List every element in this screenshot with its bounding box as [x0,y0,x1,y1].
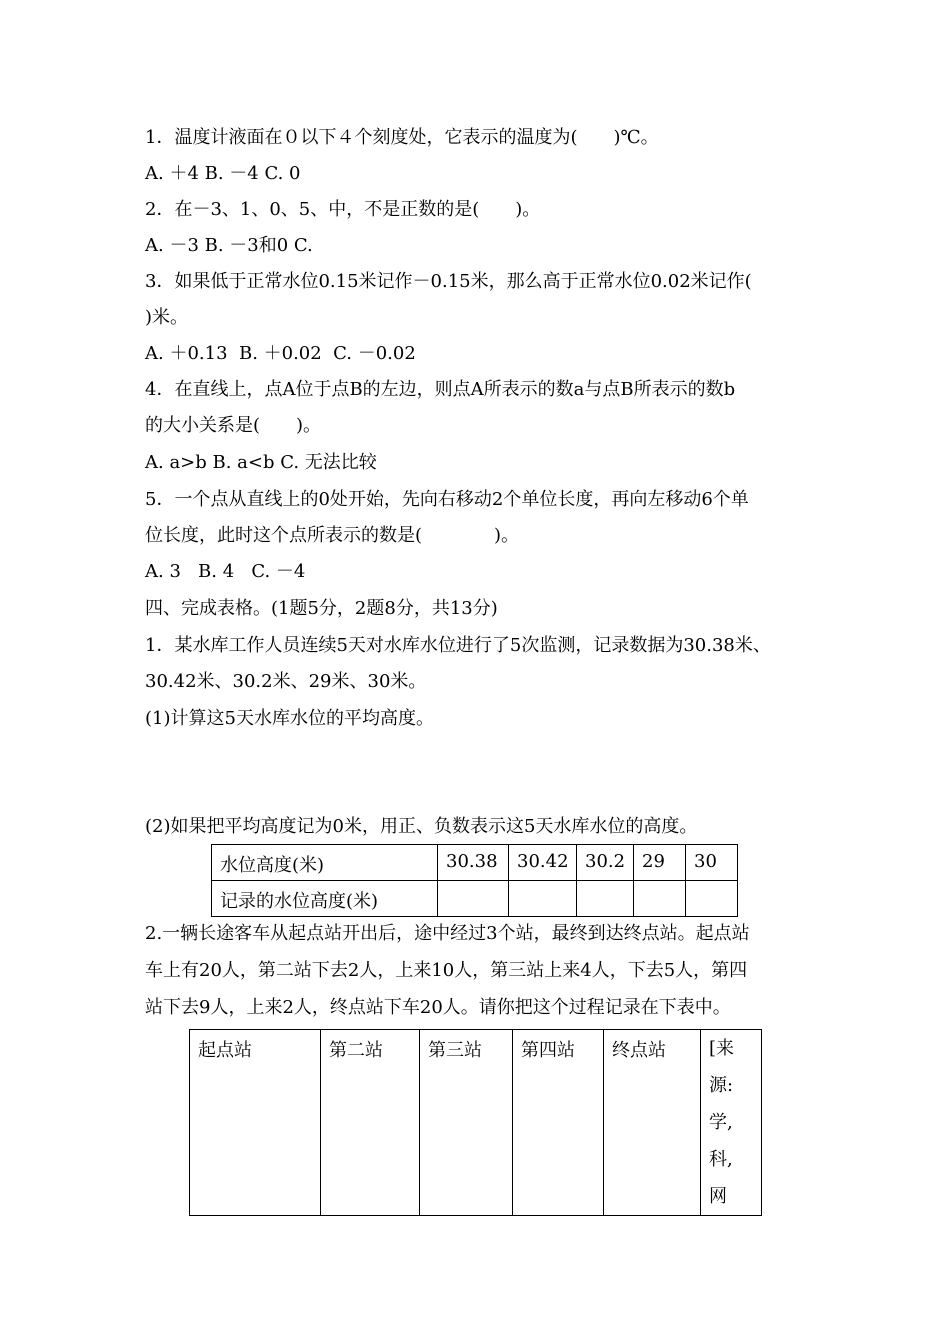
section-4-question-1-line-1: 1．某水库工作人员连续5天对水库水位进行了5次监测，记录数据为30.38米、 [145,635,771,656]
section-4-question-1-part-2: (2)如果把平均高度记为0米，用正、负数表示这5天水库水位的高度。 [145,816,698,837]
question-1: 1．温度计液面在０以下４个刻度处，它表示的温度为( )℃。 [145,127,659,148]
table-row [190,1030,762,1216]
question-2-options: A. －3 B. －3和0 C. [145,235,313,256]
table-cell: 30.38 [438,845,509,881]
question-5-line-2: 位长度，此时这个点所表示的数是( )。 [145,525,520,546]
section-4-question-1-part-1: (1)计算这5天水库水位的平均高度。 [145,708,434,729]
table-header-cell: 记录的水位高度(米) [212,881,438,917]
question-4-line-1: 4．在直线上，点A位于点B的左边，则点A所表示的数a与点B所表示的数b [145,379,736,400]
question-1-options: A. ＋4 B. －4 C. 0 [145,163,301,184]
table-cell-empty [634,881,686,917]
water-level-table [211,844,738,917]
question-4-line-2: 的大小关系是( )。 [145,415,322,436]
question-3-line-1: 3．如果低于正常水位0.15米记作－0.15米，那么高于正常水位0.02米记作( [145,271,752,292]
section-4-question-2-line-1: 2.一辆长途客车从起点站开出后，途中经过3个站，最终到达终点站。起点站 [145,923,750,944]
table-cell-empty [577,881,634,917]
question-2: 2．在－3、1、0、5、中，不是正数的是( )。 [145,199,541,220]
question-5-line-1: 5．一个点从直线上的0处开始，先向右移动2个单位长度，再向左移动6个单 [145,489,749,510]
question-4-options: A. a>b B. a<b C. 无法比较 [145,452,377,473]
watermark-cell [701,1030,762,1216]
section-4-question-1-line-2: 30.42米、30.2米、29米、30米。 [145,671,427,692]
table-cell: 30 [686,845,738,881]
section-4-heading: 四、完成表格。(1题5分，2题8分，共13分) [145,598,498,619]
table-row [212,881,738,917]
table-cell: 29 [634,845,686,881]
table-header-cell: 第三站 [420,1030,513,1216]
question-5-options: A. 3 B. 4 C. －4 [145,561,306,582]
table-header-cell: 水位高度(米) [212,845,438,881]
table-cell-empty [438,881,509,917]
table-header-cell: 第二站 [321,1030,420,1216]
question-3-line-2: )米。 [145,307,189,328]
table-row [212,845,738,881]
table-cell: 30.2 [577,845,634,881]
table-header-cell: 终点站 [604,1030,701,1216]
question-3-options: A. ＋0.13 B. ＋0.02 C. －0.02 [145,343,416,364]
table-cell-empty [686,881,738,917]
table-header-cell: 起点站 [190,1030,321,1216]
section-4-question-2-line-3: 站下去9人，上来2人，终点站下车20人。请你把这个过程记录在下表中。 [145,997,731,1018]
source-watermark-text: [来源:学,科,网 [709,1038,735,1207]
section-4-question-2-line-2: 车上有20人，第二站下去2人，上来10人，第三站上来4人，下去5人，第四 [145,960,748,981]
bus-stations-table [189,1029,762,1216]
table-header-cell: 第四站 [513,1030,604,1216]
table-cell: 30.42 [509,845,577,881]
table-cell-empty [509,881,577,917]
